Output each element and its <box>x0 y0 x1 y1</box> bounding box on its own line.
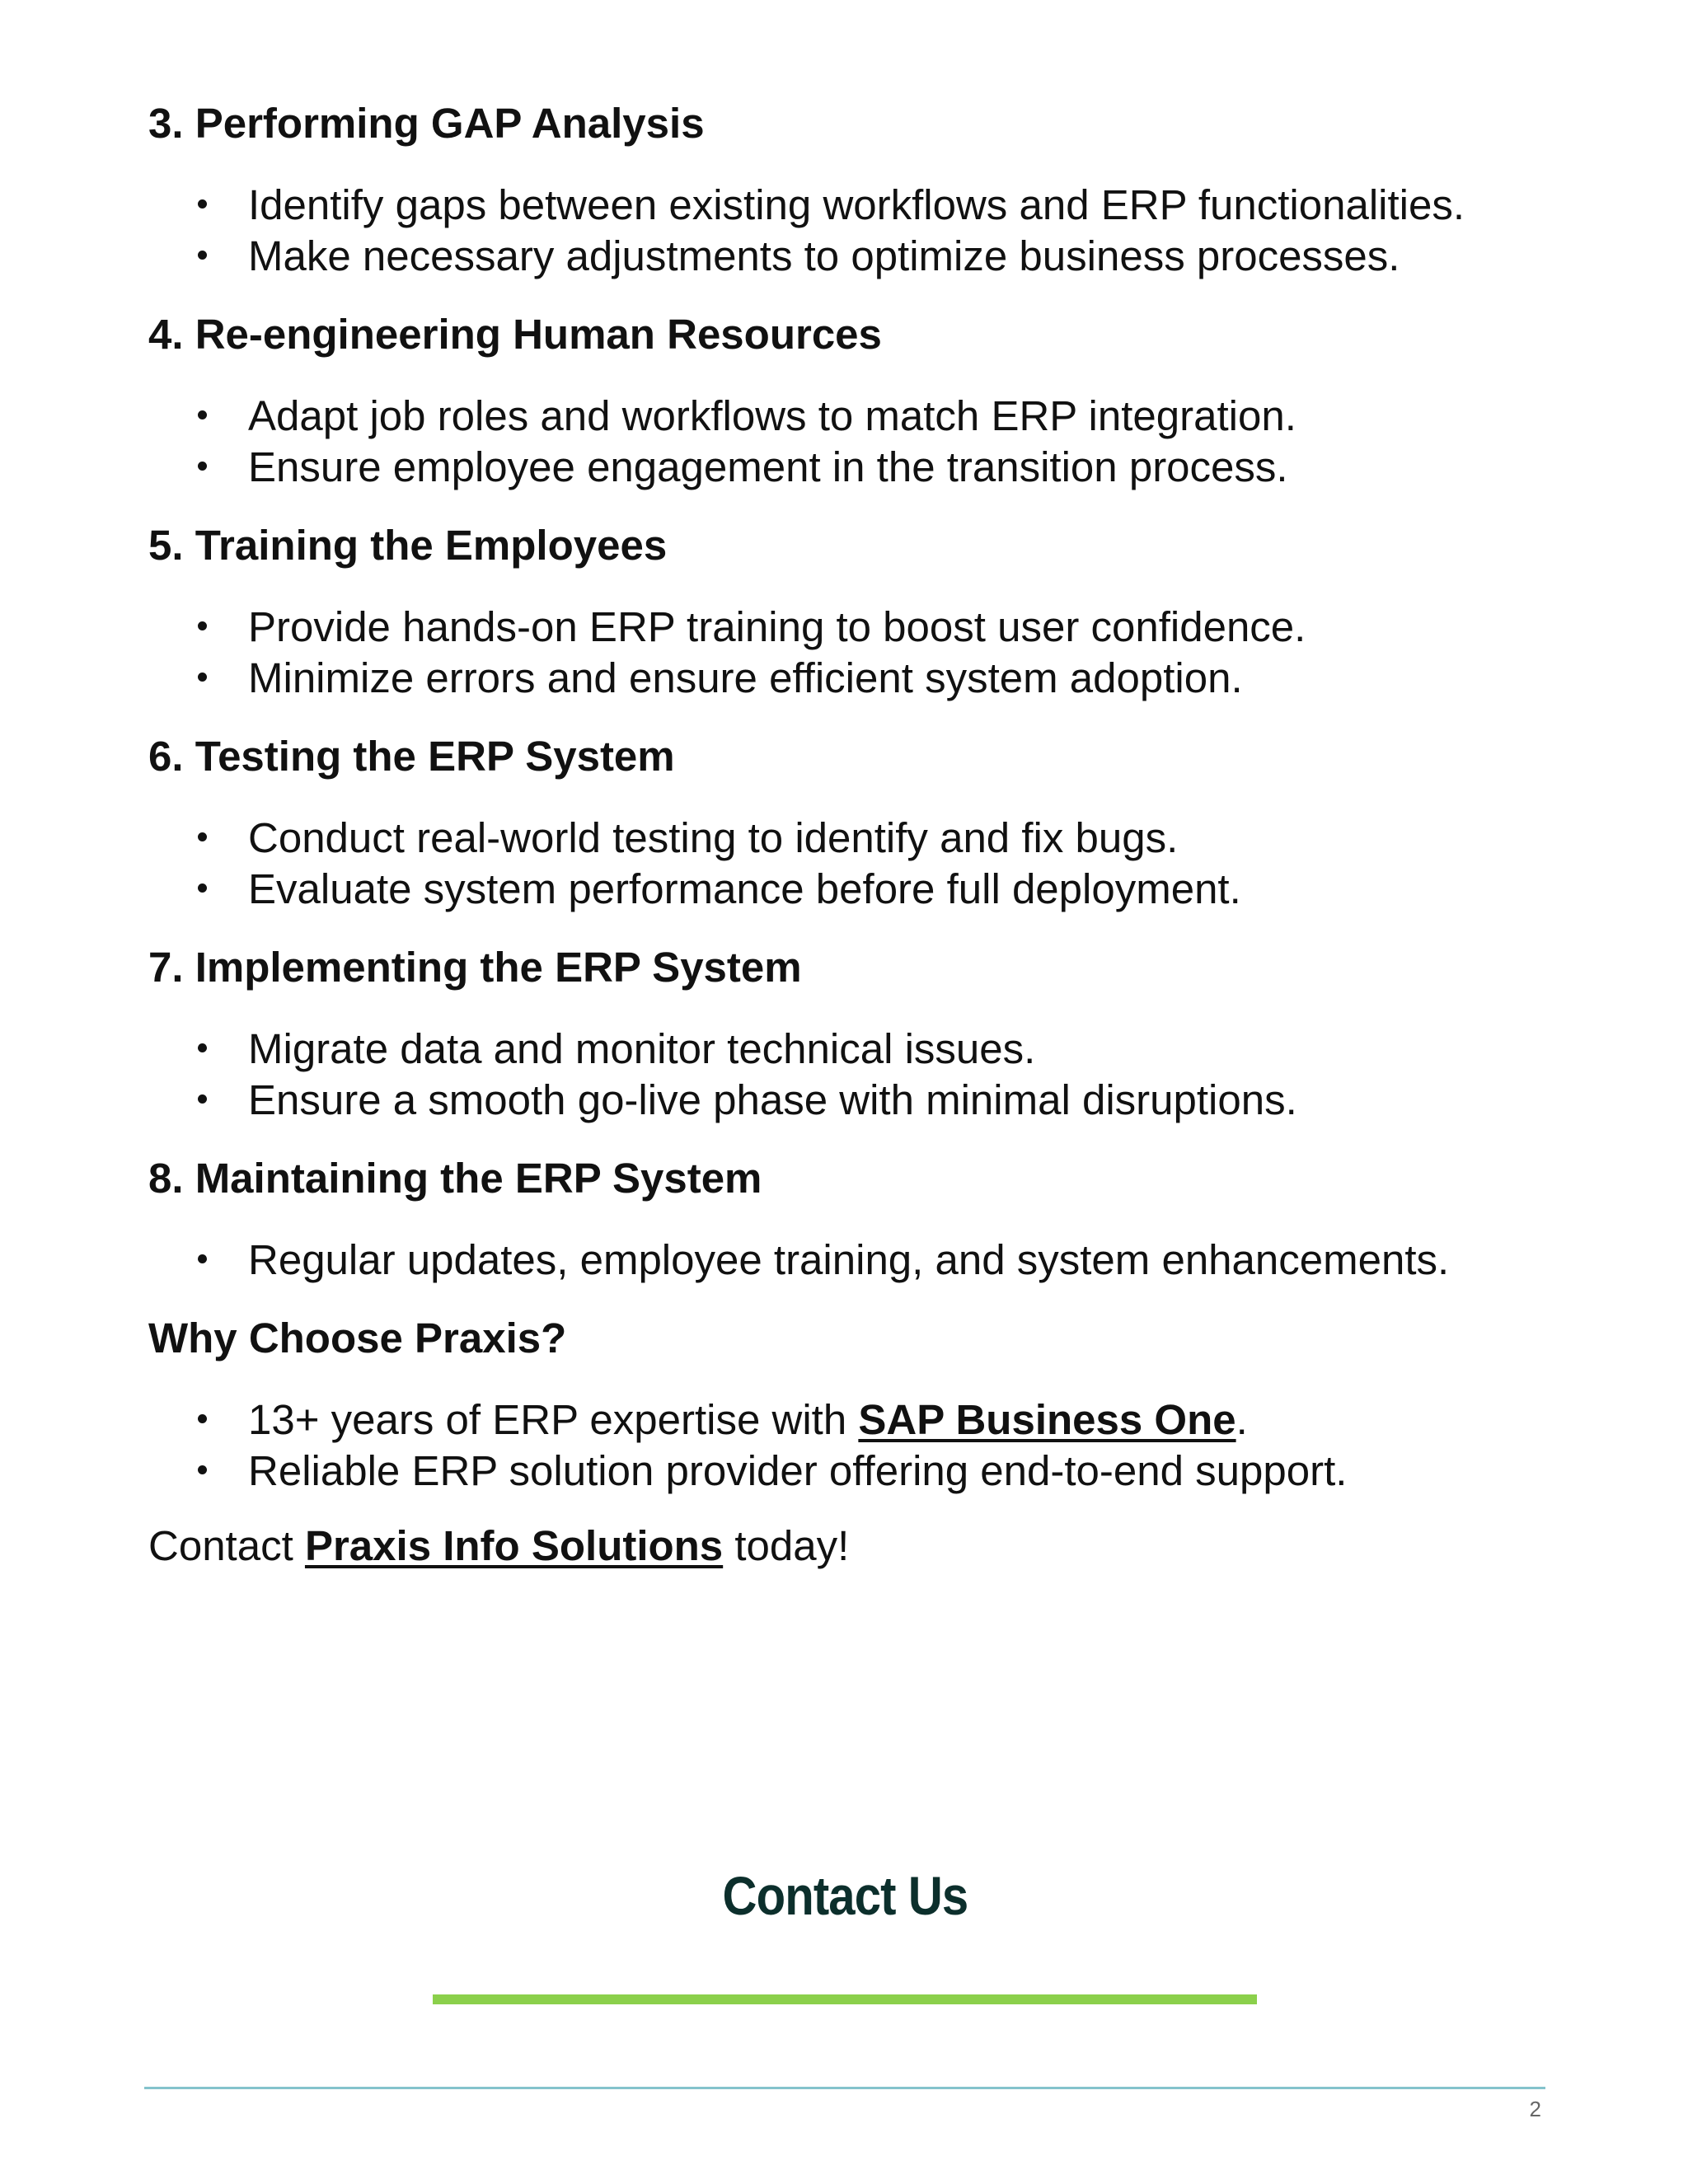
bullet-list-training <box>148 602 1566 704</box>
list-item-text: Ensure employee engagement in the transition process. <box>248 443 1288 490</box>
bullet-icon <box>198 832 207 841</box>
section-heading-maintaining: 8. Maintaining the ERP System <box>148 1155 762 1202</box>
list-item-text: Reliable ERP solution provider offering end-to-end support. <box>248 1447 1348 1494</box>
document-body <box>148 97 1566 1572</box>
list-item <box>148 180 1566 231</box>
bullet-list-reengineering-hr <box>148 391 1566 493</box>
section-heading-reengineering-hr: 4. Re-engineering Human Resources <box>148 311 882 358</box>
bullet-icon <box>198 1043 207 1052</box>
contact-suffix: today! <box>723 1522 850 1569</box>
section-heading-training: 5. Training the Employees <box>148 522 668 569</box>
page-number: 2 <box>1529 2097 1541 2121</box>
list-item <box>148 1394 1566 1446</box>
list-item <box>148 1024 1566 1075</box>
sap-business-one-link[interactable]: SAP Business One <box>858 1396 1236 1443</box>
list-item <box>148 1446 1566 1497</box>
list-item-text: Evaluate system performance before full deployment. <box>248 865 1241 912</box>
list-item <box>148 653 1566 704</box>
list-item-text: 13+ years of ERP expertise with <box>248 1396 859 1443</box>
bullet-list-maintaining <box>148 1235 1566 1286</box>
section-heading-gap-analysis: 3. Performing GAP Analysis <box>148 100 705 147</box>
bullet-icon <box>198 251 207 260</box>
list-item-text: Identify gaps between existing workflows and ERP functionalities. <box>248 181 1465 228</box>
contact-us-heading: Contact Us <box>722 1865 968 1926</box>
section-heading-why-praxis: Why Choose Praxis? <box>148 1315 567 1361</box>
bullet-icon <box>198 462 207 471</box>
bullet-icon <box>198 883 207 893</box>
list-item-text: Minimize errors and ensure efficient system adoption. <box>248 654 1243 701</box>
bullet-icon <box>198 410 207 419</box>
bullet-list-gap-analysis <box>148 180 1566 282</box>
list-item-text: Migrate data and monitor technical issues. <box>248 1025 1036 1072</box>
list-item <box>148 231 1566 282</box>
bullet-icon <box>198 673 207 682</box>
list-item <box>148 813 1566 864</box>
footer-divider <box>144 2087 1545 2089</box>
list-item-text: Ensure a smooth go-live phase with minimal disruptions. <box>248 1076 1297 1123</box>
list-item <box>148 1075 1566 1126</box>
list-item <box>148 602 1566 653</box>
bullet-icon <box>198 1254 207 1263</box>
section-heading-testing: 6. Testing the ERP System <box>148 733 675 780</box>
list-item <box>148 864 1566 915</box>
bullet-icon <box>198 1465 207 1474</box>
list-item-text: Adapt job roles and workflows to match ERP integration. <box>248 392 1296 439</box>
list-item <box>148 442 1566 493</box>
contact-line <box>148 1520 1566 1572</box>
list-item-text: Conduct real-world testing to identify and fix bugs. <box>248 814 1179 861</box>
accent-divider <box>433 1994 1257 2004</box>
list-item-text: Regular updates, employee training, and system enhancements. <box>248 1236 1450 1283</box>
bullet-list-implementing <box>148 1024 1566 1126</box>
list-item-text: Provide hands-on ERP training to boost user confidence. <box>248 603 1306 650</box>
bullet-icon <box>198 621 207 630</box>
bullet-icon <box>198 199 207 209</box>
bullet-list-testing <box>148 813 1566 915</box>
bullet-icon <box>198 1094 207 1104</box>
bullet-icon <box>198 1414 207 1423</box>
list-item <box>148 1235 1566 1286</box>
praxis-info-solutions-link[interactable]: Praxis Info Solutions <box>304 1522 724 1569</box>
contact-prefix: Contact <box>148 1522 305 1569</box>
bullet-list-why-praxis <box>148 1394 1566 1497</box>
section-heading-implementing: 7. Implementing the ERP System <box>148 944 802 991</box>
list-item-suffix: . <box>1236 1396 1248 1443</box>
list-item-text: Make necessary adjustments to optimize business processes. <box>248 232 1400 279</box>
list-item <box>148 391 1566 442</box>
